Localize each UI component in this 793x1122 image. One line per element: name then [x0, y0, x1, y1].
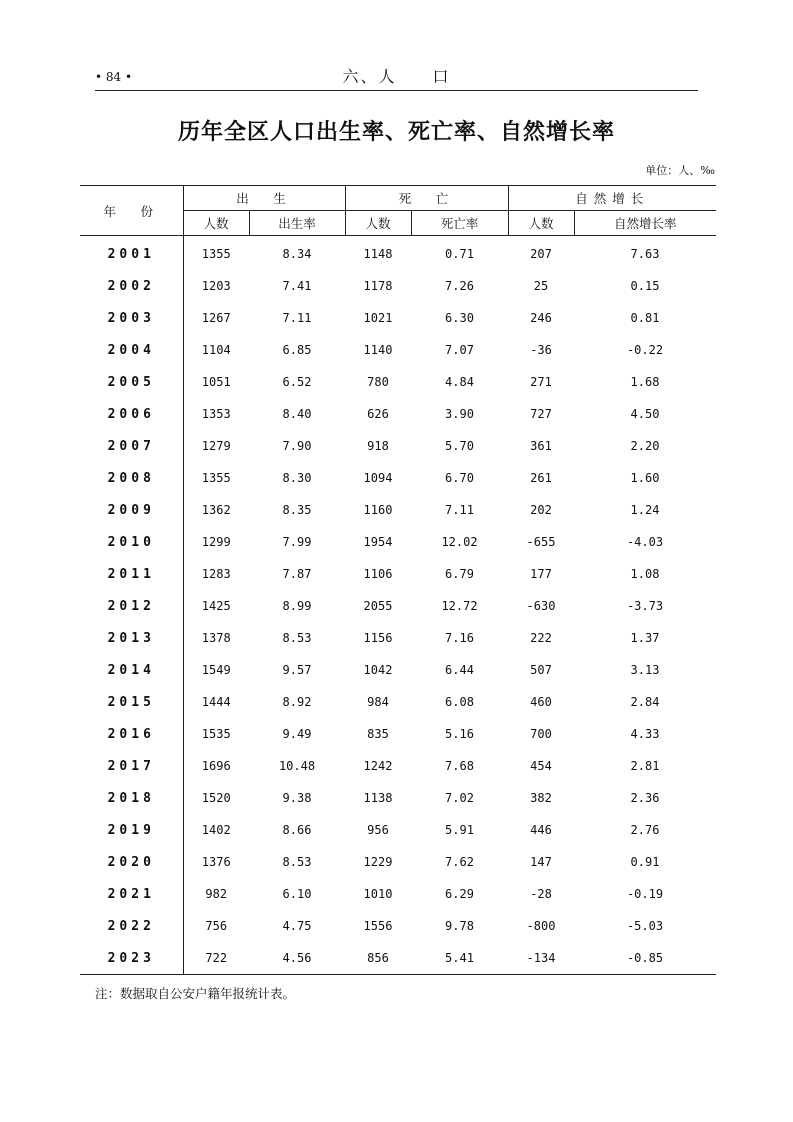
year-cell: 2014: [107, 662, 155, 678]
birth-header: 出 生: [183, 186, 345, 211]
birth-count-cell: 1051: [183, 366, 249, 398]
natural-count-cell: -28: [530, 887, 552, 901]
table-row: [80, 622, 716, 654]
death-count-cell: 1160: [363, 503, 393, 517]
death-count-cell: 1242: [363, 759, 393, 773]
natural-rate-cell: 2.20: [630, 439, 660, 453]
natural-count-cell: 207: [530, 247, 552, 261]
death-rate-cell: 9.78: [445, 919, 474, 933]
table-row: [80, 430, 716, 462]
natural-growth-header: 自然增长: [508, 186, 716, 211]
birth-count-cell: 1353: [183, 398, 249, 430]
natural-count-cell: 25: [533, 279, 549, 293]
birth-rate-cell: 8.92: [282, 695, 312, 709]
death-count-cell: 1138: [363, 791, 393, 805]
natural-count-cell: 222: [530, 631, 552, 645]
year-cell: 2001: [107, 246, 155, 262]
death-count-cell: 626: [367, 407, 389, 421]
death-count-cell: 1021: [363, 311, 393, 325]
death-count-cell: 956: [367, 823, 389, 837]
birth-rate-cell: 9.38: [282, 791, 312, 805]
natural-count-cell: 361: [530, 439, 552, 453]
year-cell: 2003: [107, 310, 155, 326]
death-rate-cell: 7.11: [445, 503, 474, 517]
table-row: [80, 654, 716, 686]
birth-count-cell: 1402: [183, 814, 249, 846]
birth-rate-cell: 8.53: [282, 631, 312, 645]
birth-count-cell: 1535: [183, 718, 249, 750]
birth-count-cell: 722: [183, 942, 249, 975]
death-rate-cell: 12.02: [441, 535, 478, 549]
birth-count-cell: 1267: [183, 302, 249, 334]
year-cell: 2009: [107, 502, 155, 518]
year-cell: 2020: [107, 854, 155, 870]
birth-count-cell: 1203: [183, 270, 249, 302]
birth-count-cell: 1444: [183, 686, 249, 718]
table-row: [80, 270, 716, 302]
year-cell: 2018: [107, 790, 155, 806]
natural-rate-cell: 2.76: [630, 823, 660, 837]
birth-count-cell: 1425: [183, 590, 249, 622]
birth-rate-cell: 7.99: [282, 535, 312, 549]
natural-rate-cell: 1.37: [630, 631, 660, 645]
death-rate-cell: 7.68: [445, 759, 474, 773]
birth-rate-cell: 9.49: [282, 727, 312, 741]
birth-rate-cell: 8.35: [282, 503, 312, 517]
death-count-header: 人数: [345, 211, 411, 236]
birth-count-cell: 756: [183, 910, 249, 942]
natural-rate-cell: -0.22: [626, 343, 664, 357]
death-count-cell: 1229: [363, 855, 393, 869]
natural-rate-cell: 4.33: [630, 727, 660, 741]
death-rate-header: 死亡率: [411, 211, 508, 236]
table-row: [80, 782, 716, 814]
year-cell: 2006: [107, 406, 155, 422]
death-count-cell: 1042: [363, 663, 393, 677]
header-rule: [95, 90, 698, 91]
section-title: 六、人 口: [342, 67, 451, 86]
year-cell: 2021: [107, 886, 155, 902]
natural-count-cell: -134: [526, 951, 556, 965]
birth-count-cell: 1696: [183, 750, 249, 782]
death-rate-cell: 5.91: [445, 823, 474, 837]
death-rate-cell: 5.16: [445, 727, 474, 741]
natural-count-cell: 382: [530, 791, 552, 805]
table-row: [80, 814, 716, 846]
death-rate-cell: 7.02: [445, 791, 474, 805]
natural-rate-cell: 1.60: [630, 471, 660, 485]
natural-count-cell: 246: [530, 311, 552, 325]
birth-rate-cell: 7.41: [282, 279, 312, 293]
footnote: 注：数据取自公安户籍年报统计表。: [95, 986, 296, 1001]
year-cell: 2016: [107, 726, 155, 742]
year-cell: 2010: [107, 534, 155, 550]
natural-count-cell: -655: [526, 535, 556, 549]
page-number: • 84 •: [95, 70, 133, 84]
table-row: [80, 590, 716, 622]
natural-count-cell: -800: [526, 919, 556, 933]
natural-rate-cell: -5.03: [626, 919, 664, 933]
table-row: [80, 462, 716, 494]
death-rate-cell: 0.71: [445, 247, 474, 261]
birth-count-cell: 1355: [183, 236, 249, 271]
death-count-cell: 1094: [363, 471, 393, 485]
birth-rate-header: 出生率: [249, 211, 345, 236]
birth-count-cell: 1376: [183, 846, 249, 878]
natural-rate-cell: 1.68: [630, 375, 660, 389]
death-count-cell: 1178: [363, 279, 393, 293]
natural-rate-cell: 3.13: [630, 663, 660, 677]
death-count-cell: 984: [367, 695, 389, 709]
natural-rate-cell: 2.36: [630, 791, 660, 805]
birth-rate-cell: 8.30: [282, 471, 312, 485]
natural-count-cell: 202: [530, 503, 552, 517]
table-row: [80, 942, 716, 975]
table-row: [80, 526, 716, 558]
death-rate-cell: 5.41: [445, 951, 474, 965]
birth-rate-cell: 7.87: [282, 567, 312, 581]
death-rate-cell: 12.72: [441, 599, 478, 613]
death-rate-cell: 4.84: [445, 375, 474, 389]
table-row: [80, 558, 716, 590]
year-header: 年 份: [103, 203, 159, 219]
birth-count-cell: 1283: [183, 558, 249, 590]
table-row: [80, 686, 716, 718]
natural-rate-cell: 0.81: [630, 311, 660, 325]
natural-rate-cell: -4.03: [626, 535, 664, 549]
year-cell: 2015: [107, 694, 155, 710]
year-cell: 2023: [107, 950, 155, 966]
year-cell: 2012: [107, 598, 155, 614]
birth-rate-cell: 9.57: [282, 663, 312, 677]
natural-rate-cell: 0.15: [630, 279, 660, 293]
natural-rate-header: 自然增长率: [574, 211, 716, 236]
table-title: 历年全区人口出生率、死亡率、自然增长率: [177, 119, 615, 145]
table-row: [80, 494, 716, 526]
year-cell: 2022: [107, 918, 155, 934]
year-cell: 2019: [107, 822, 155, 838]
birth-rate-cell: 8.66: [282, 823, 312, 837]
death-rate-cell: 7.62: [445, 855, 474, 869]
birth-count-cell: 982: [183, 878, 249, 910]
birth-rate-cell: 8.53: [282, 855, 312, 869]
death-rate-cell: 6.44: [445, 663, 474, 677]
natural-rate-cell: -0.85: [626, 951, 664, 965]
birth-rate-cell: 6.52: [282, 375, 312, 389]
death-rate-cell: 3.90: [445, 407, 474, 421]
death-count-cell: 1156: [363, 631, 393, 645]
year-cell: 2002: [107, 278, 155, 294]
natural-count-cell: 446: [530, 823, 552, 837]
birth-count-cell: 1355: [183, 462, 249, 494]
table-row: [80, 302, 716, 334]
death-header: 死 亡: [345, 186, 508, 211]
table-row: [80, 718, 716, 750]
death-count-cell: 835: [367, 727, 389, 741]
unit-label: 单位：人、‰: [645, 164, 715, 177]
natural-count-cell: -36: [530, 343, 552, 357]
natural-count-cell: 177: [530, 567, 552, 581]
death-count-cell: 1010: [363, 887, 393, 901]
year-cell: 2017: [107, 758, 155, 774]
birth-rate-cell: 8.99: [282, 599, 312, 613]
birth-rate-cell: 6.85: [282, 343, 312, 357]
natural-count-cell: 147: [530, 855, 552, 869]
table-row: [80, 398, 716, 430]
natural-count-cell: 700: [530, 727, 552, 741]
death-rate-cell: 6.70: [445, 471, 474, 485]
birth-rate-cell: 7.11: [282, 311, 312, 325]
year-cell: 2004: [107, 342, 155, 358]
natural-count-cell: 454: [530, 759, 552, 773]
natural-rate-cell: 4.50: [630, 407, 660, 421]
death-rate-cell: 6.29: [445, 887, 474, 901]
table-row: [80, 750, 716, 782]
natural-count-cell: -630: [526, 599, 556, 613]
natural-rate-cell: -0.19: [626, 887, 664, 901]
birth-rate-cell: 7.90: [282, 439, 312, 453]
table-row: [80, 236, 716, 271]
birth-rate-cell: 4.56: [282, 951, 312, 965]
birth-count-cell: 1279: [183, 430, 249, 462]
table-row: [80, 910, 716, 942]
natural-rate-cell: -3.73: [626, 599, 664, 613]
birth-rate-cell: 8.34: [282, 247, 312, 261]
birth-count-cell: 1299: [183, 526, 249, 558]
death-rate-cell: 5.70: [445, 439, 474, 453]
natural-rate-cell: 7.63: [630, 247, 660, 261]
table-row: [80, 878, 716, 910]
death-count-cell: 918: [367, 439, 389, 453]
year-cell: 2013: [107, 630, 155, 646]
natural-rate-cell: 2.81: [630, 759, 660, 773]
birth-count-cell: 1520: [183, 782, 249, 814]
natural-rate-cell: 2.84: [630, 695, 660, 709]
birth-count-cell: 1362: [183, 494, 249, 526]
table-row: [80, 366, 716, 398]
table-body: [80, 236, 716, 975]
death-count-cell: 1140: [363, 343, 393, 357]
death-rate-cell: 7.26: [445, 279, 474, 293]
death-count-cell: 1148: [363, 247, 393, 261]
death-count-cell: 1106: [363, 567, 393, 581]
natural-count-cell: 460: [530, 695, 552, 709]
natural-rate-cell: 1.24: [630, 503, 660, 517]
death-count-cell: 1556: [363, 919, 393, 933]
year-cell: 2007: [107, 438, 155, 454]
birth-count-cell: 1378: [183, 622, 249, 654]
death-rate-cell: 6.30: [445, 311, 474, 325]
death-count-cell: 1954: [363, 535, 393, 549]
birth-count-cell: 1549: [183, 654, 249, 686]
table-row: [80, 846, 716, 878]
birth-count-header: 人数: [183, 211, 249, 236]
natural-rate-cell: 0.91: [630, 855, 660, 869]
natural-count-cell: 261: [530, 471, 552, 485]
death-rate-cell: 6.08: [445, 695, 474, 709]
table-header: [80, 186, 716, 236]
birth-rate-cell: 4.75: [282, 919, 312, 933]
natural-rate-cell: 1.08: [630, 567, 660, 581]
natural-count-cell: 507: [530, 663, 552, 677]
death-count-cell: 856: [367, 951, 389, 965]
year-cell: 2008: [107, 470, 155, 486]
year-cell: 2005: [107, 374, 155, 390]
birth-rate-cell: 10.48: [278, 759, 316, 773]
death-rate-cell: 7.07: [445, 343, 474, 357]
natural-count-cell: 727: [530, 407, 552, 421]
birth-rate-cell: 8.40: [282, 407, 312, 421]
year-cell: 2011: [107, 566, 155, 582]
death-count-cell: 780: [367, 375, 389, 389]
natural-count-header: 人数: [508, 211, 574, 236]
death-rate-cell: 7.16: [445, 631, 474, 645]
birth-rate-cell: 6.10: [282, 887, 312, 901]
birth-count-cell: 1104: [183, 334, 249, 366]
population-table: [80, 185, 716, 975]
death-rate-cell: 6.79: [445, 567, 474, 581]
death-count-cell: 2055: [363, 599, 393, 613]
table-row: [80, 334, 716, 366]
natural-count-cell: 271: [530, 375, 552, 389]
